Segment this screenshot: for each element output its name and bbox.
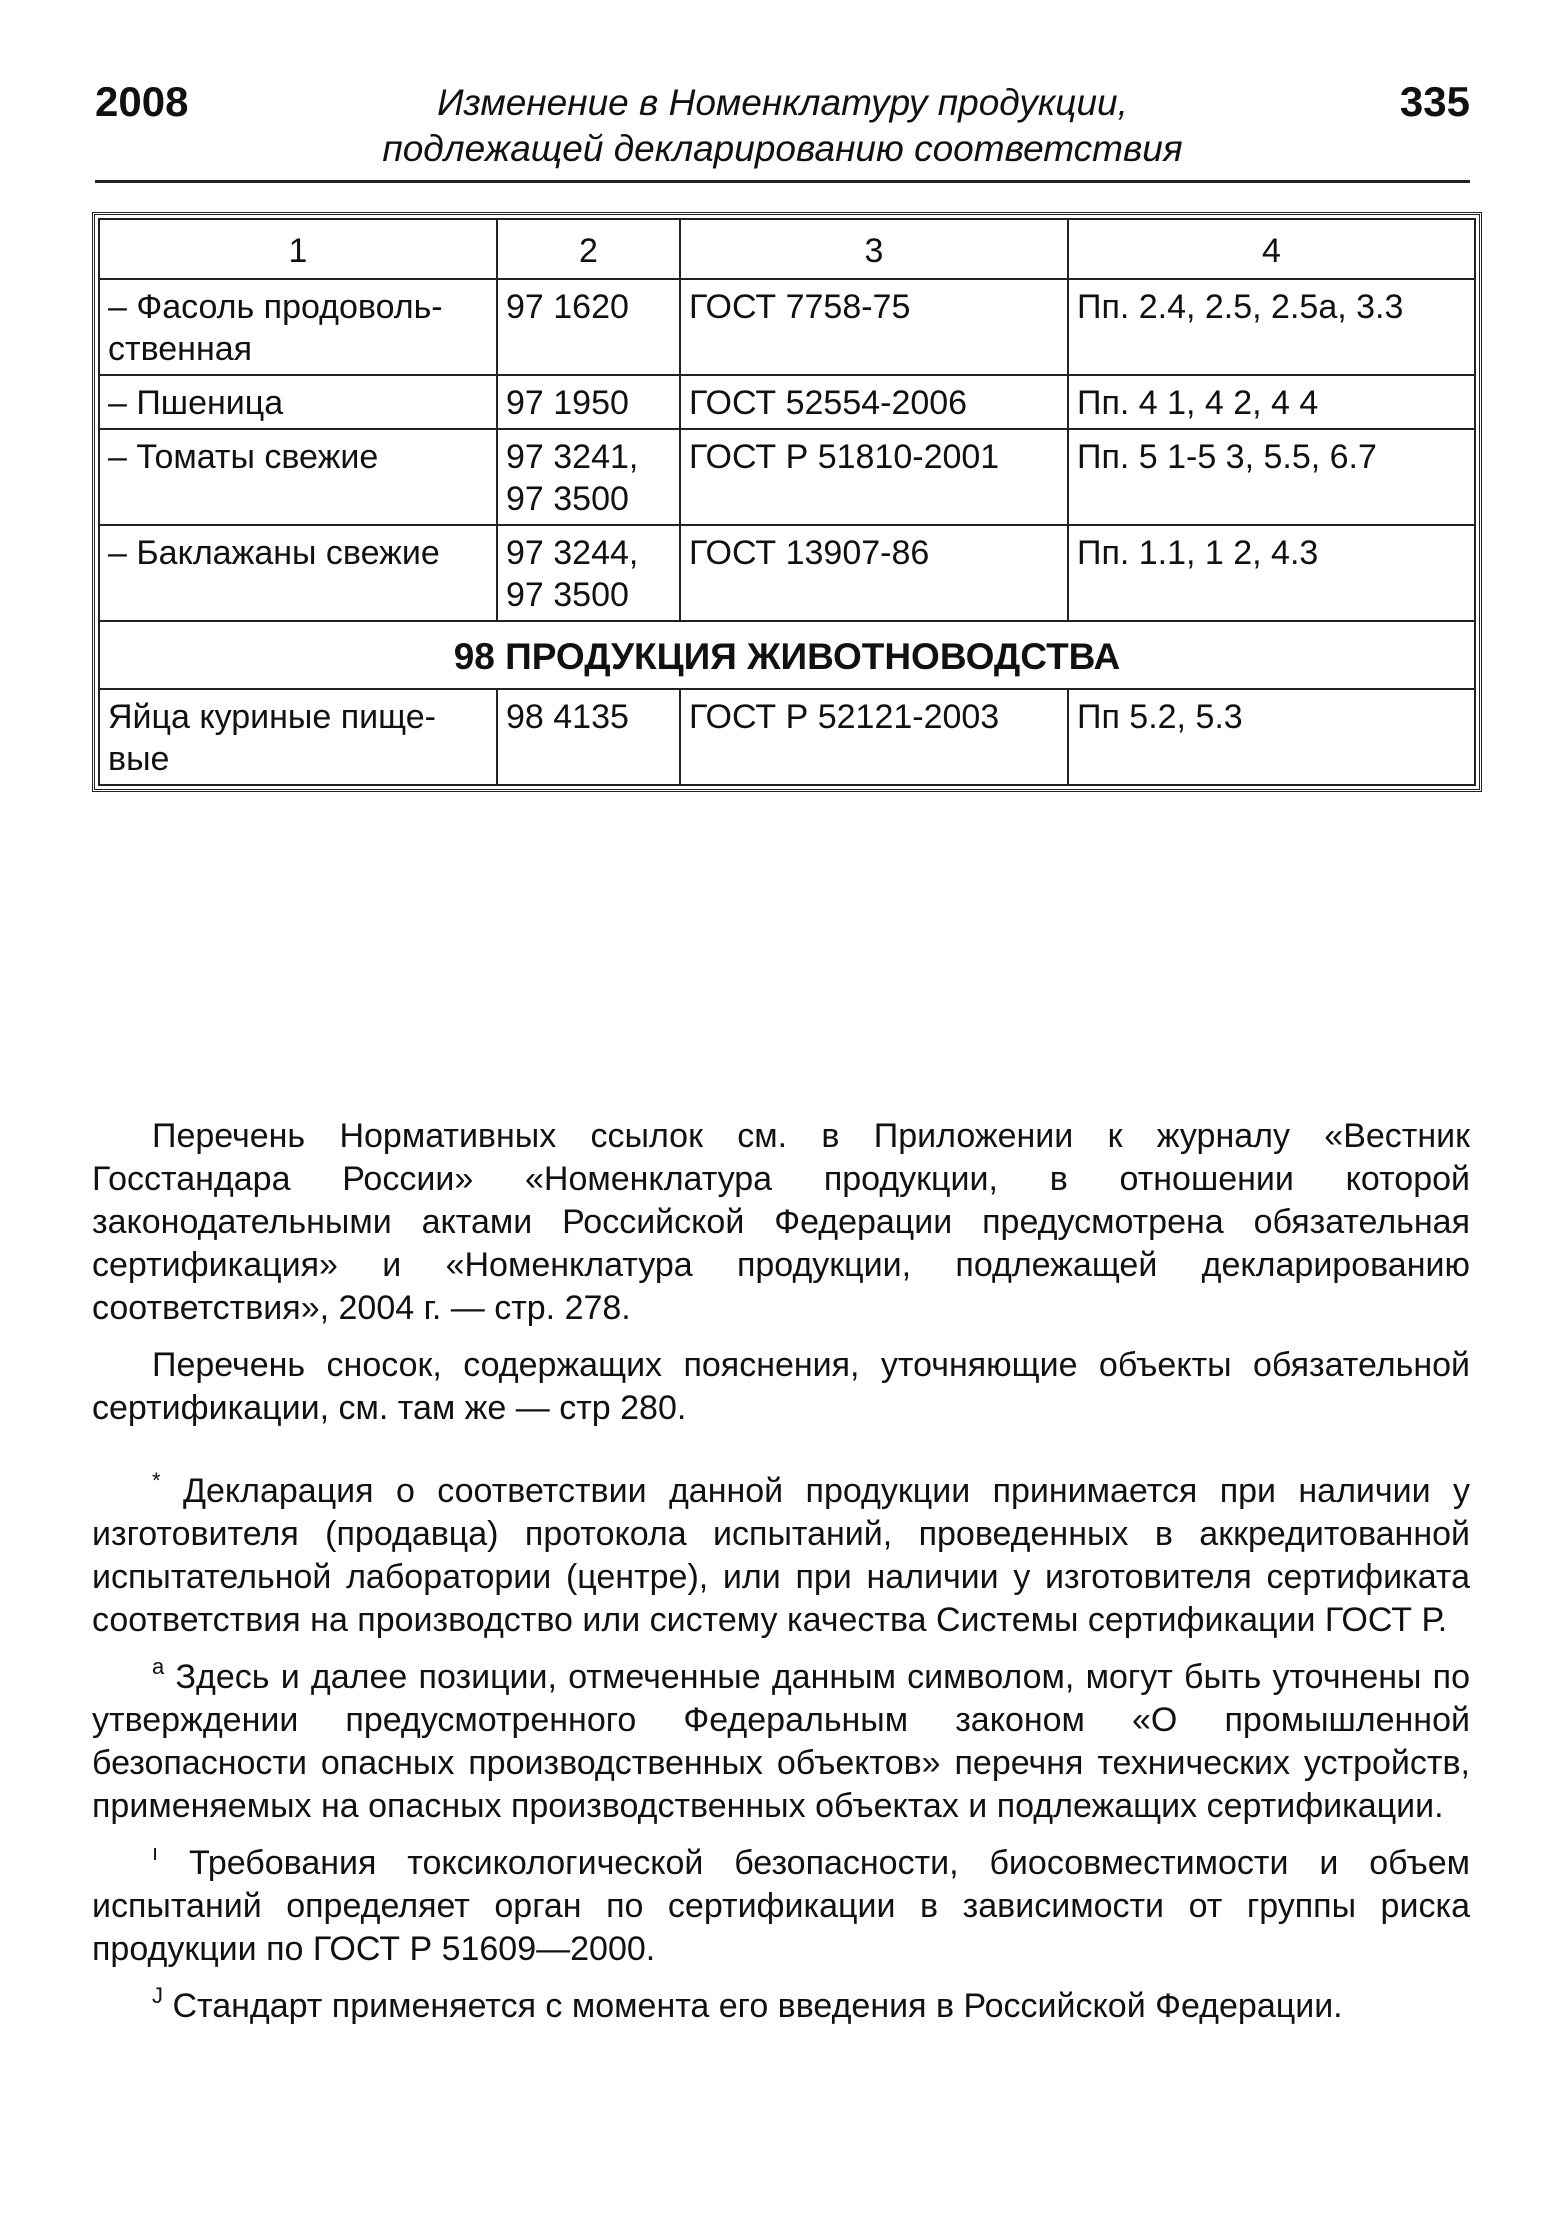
page-number: 335 — [1399, 78, 1470, 125]
footnotes-block — [92, 1467, 1470, 2042]
product-table-frame — [92, 212, 1482, 792]
footnote-text: Здесь и далее позиции, отмеченные данным символом, могут быть уточнены по утверждении предусмотренного Федеральным законом «О промышленной безопасности опасных производственных объектов» перечня технических устройств, применяемых на опасных производственных объектах и подлежащих сертификации. — [92, 1658, 1470, 1825]
footnote — [92, 1467, 1470, 1642]
footnote — [92, 1982, 1470, 2028]
product-clauses: Пп. 4 1, 4 2, 4 4 — [1068, 375, 1475, 429]
product-standard: ГОСТ 7758-75 — [680, 279, 1068, 375]
footnote-mark: ı — [152, 1839, 159, 1865]
table-row — [99, 689, 1475, 785]
header-divider — [95, 180, 1470, 183]
footnote-text: Стандарт применяется с момента его введения в Российской Федерации. — [172, 1987, 1343, 2025]
product-standard: ГОСТ 13907-86 — [680, 525, 1068, 621]
references-block — [92, 1115, 1470, 1444]
product-standard: ГОСТ 52554-2006 — [680, 375, 1068, 429]
product-code: 98 4135 — [497, 689, 680, 785]
product-clauses: Пп 5.2, 5.3 — [1068, 689, 1475, 785]
product-clauses: Пп. 2.4, 2.5, 2.5а, 3.3 — [1068, 279, 1475, 375]
footnote-mark: * — [152, 1467, 161, 1493]
product-code: 97 3244, 97 3500 — [497, 525, 680, 621]
column-header-2: 2 — [497, 219, 680, 279]
header-title-line2: подлежащей декларированию соответствия — [382, 128, 1183, 169]
footnote — [92, 1653, 1470, 1828]
references-paragraph: Перечень Нормативных ссылок см. в Приложении к журналу «Вестник Госстандара России» «Номенклатура продукции, в отношении которой законодательными актами Российской Федерации предусмотрена обязательная сертификация» и «Номенклатура продукции, подлежащей декларированию соответствия», 2004 г. — стр. 278. — [92, 1117, 1470, 1327]
column-header-4: 4 — [1068, 219, 1475, 279]
product-name: – Баклажаны свежие — [99, 525, 497, 621]
product-code: 97 1950 — [497, 375, 680, 429]
section-heading: 98 ПРОДУКЦИЯ ЖИВОТНОВОДСТВА — [99, 621, 1475, 689]
footnote-mark: J — [152, 1982, 163, 2008]
product-clauses: Пп. 1.1, 1 2, 4.3 — [1068, 525, 1475, 621]
product-code: 97 1620 — [497, 279, 680, 375]
product-name: Яйца куриные пище-вые — [99, 689, 497, 785]
table-row — [99, 279, 1475, 375]
table-row — [99, 429, 1475, 525]
product-clauses: Пп. 5 1-5 3, 5.5, 6.7 — [1068, 429, 1475, 525]
footnote-mark: а — [152, 1653, 165, 1679]
product-name: – Томаты свежие — [99, 429, 497, 525]
product-table — [98, 218, 1476, 786]
product-name: – Пшеница — [99, 375, 497, 429]
references-paragraph: Перечень сносок, содержащих пояснения, уточняющие объекты обязательной сертификации, см. там же — стр 280. — [92, 1346, 1470, 1427]
table-row — [99, 525, 1475, 621]
column-header-3: 3 — [680, 219, 1068, 279]
footnote-text: Декларация о соответствии данной продукции принимается при наличии у изготовителя (продавца) протокола испытаний, проведенных в аккредитованной испытательной лаборатории (центре), или при наличии у изготовителя сертификата соответствия на производство или систему качества Системы сертификации ГОСТ Р. — [92, 1472, 1470, 1639]
header-year: 2008 — [95, 78, 189, 125]
footnote — [92, 1839, 1470, 1971]
page-header — [95, 70, 1470, 182]
table-header-row — [99, 219, 1475, 279]
product-standard: ГОСТ Р 51810-2001 — [680, 429, 1068, 525]
section-heading-row — [99, 621, 1475, 689]
column-header-1: 1 — [99, 219, 497, 279]
footnote-text: Требования токсикологической безопасности, биосовместимости и объем испытаний определяет орган по сертификации в зависимости от группы риска продукции по ГОСТ Р 51609—2000. — [92, 1844, 1470, 1968]
header-title-line1: Изменение в Номенклатуру продукции, — [437, 82, 1128, 123]
table-row — [99, 375, 1475, 429]
product-code: 97 3241, 97 3500 — [497, 429, 680, 525]
header-title — [295, 80, 1270, 172]
product-standard: ГОСТ Р 52121-2003 — [680, 689, 1068, 785]
product-name: – Фасоль продоволь-ственная — [99, 279, 497, 375]
